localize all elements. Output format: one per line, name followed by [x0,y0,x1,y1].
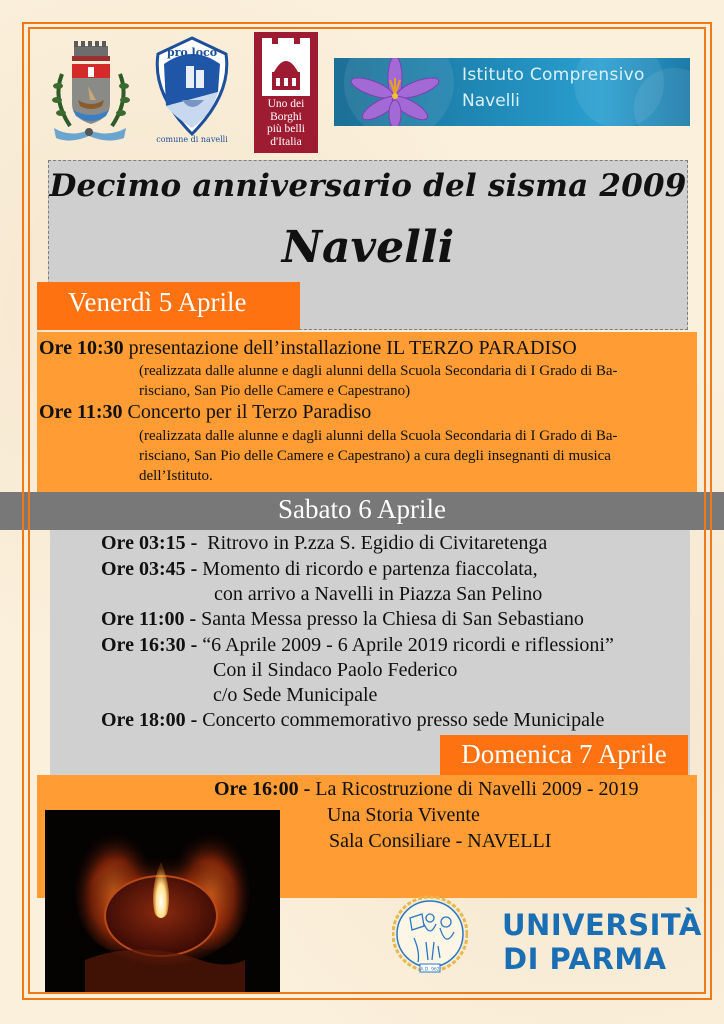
event-text: Santa Messa presso la Chiesa di San Sebastiano [201,608,584,630]
event-time: Ore 11:00 - [101,608,197,630]
event-text: Una Storia Vivente [327,804,480,826]
saturday-header: Sabato 6 Aprile [278,494,446,524]
event-time: Ore 10:30 [39,337,124,359]
event-time: Ore 03:45 - [101,558,198,580]
event-text: c/o Sede Municipale [213,684,378,706]
friday-header: Venerdì 5 Aprile [37,282,300,330]
detail-line: risciano, San Pio delle Camere e Capestrano) a cura degli insegnanti di musica [139,448,611,464]
university-line-2: DI PARMA [503,942,667,976]
sunday-header: Domenica 7 Aprile [440,735,688,775]
event-text: “6 Aprile 2009 - 6 Aprile 2019 ricordi e riflessioni” [202,634,614,656]
event-row [101,558,538,581]
university-line-1: UNIVERSITÀ [502,908,702,942]
istituto-line-1: Istituto Comprensivo [462,65,645,85]
event-time: Ore 18:00 - [101,709,198,731]
borghi-line-3: più belli [266,123,305,135]
event-row [101,608,584,631]
event-text: Con il Sindaco Paolo Federico [213,659,458,681]
event-row [101,532,547,555]
event-time: Ore 16:30 - [101,634,198,656]
event-row [101,709,604,732]
event-text: Ritrovo in P.zza S. Egidio di Civitaretenga [207,532,548,554]
event-time: Ore 03:15 - [101,532,198,554]
event-time: Ore 16:00 - [214,778,311,800]
detail-line: dell’Istituto. [139,468,213,484]
event-text: Concerto commemorativo presso sede Municipale [202,709,605,731]
svg-text:pro loco: pro loco [166,46,218,59]
event-text: Momento di ricordo e partenza fiaccolata, [202,558,538,580]
svg-text:comune di navelli: comune di navelli [156,135,228,144]
borghi-line-4: d'Italia [270,135,302,148]
detail-line: (realizzata dalle alunne e dagli alunni della Scuola Secondaria di I Grado di Ba- [139,363,618,379]
istituto-line-2: Navelli [462,91,520,111]
event-title: Decimo anniversario del sisma 2009 [49,168,687,204]
event-title: Concerto per il Terzo Paradiso [127,401,372,423]
detail-line: (realizzata dalle alunne e dagli alunni della Scuola Secondaria di I Grado di Ba- [139,428,618,444]
university-name [502,908,702,976]
event-row [101,634,614,657]
borghi-line-2: Borghi [270,110,302,123]
candle-photo [45,810,280,992]
svg-text:A.D. 962: A.D. 962 [420,967,440,973]
event-time: Ore 11:30 [39,401,123,423]
detail-line: risciano, San Pio delle Camere e Capestrano) [139,383,411,399]
event-text: con arrivo a Navelli in Piazza San Pelino [214,583,543,605]
town-name: Navelli [281,222,455,273]
event-text: Sala Consiliare - NAVELLI [329,830,552,852]
university-seal-logo [392,888,468,984]
event-title: presentazione dell’installazione IL TERZO PARADISO [128,337,577,359]
event-text: La Ricostruzione di Navelli 2009 - 2019 [315,778,639,800]
borghi-line-1: Uno dei [267,98,305,110]
event-row [214,778,639,801]
